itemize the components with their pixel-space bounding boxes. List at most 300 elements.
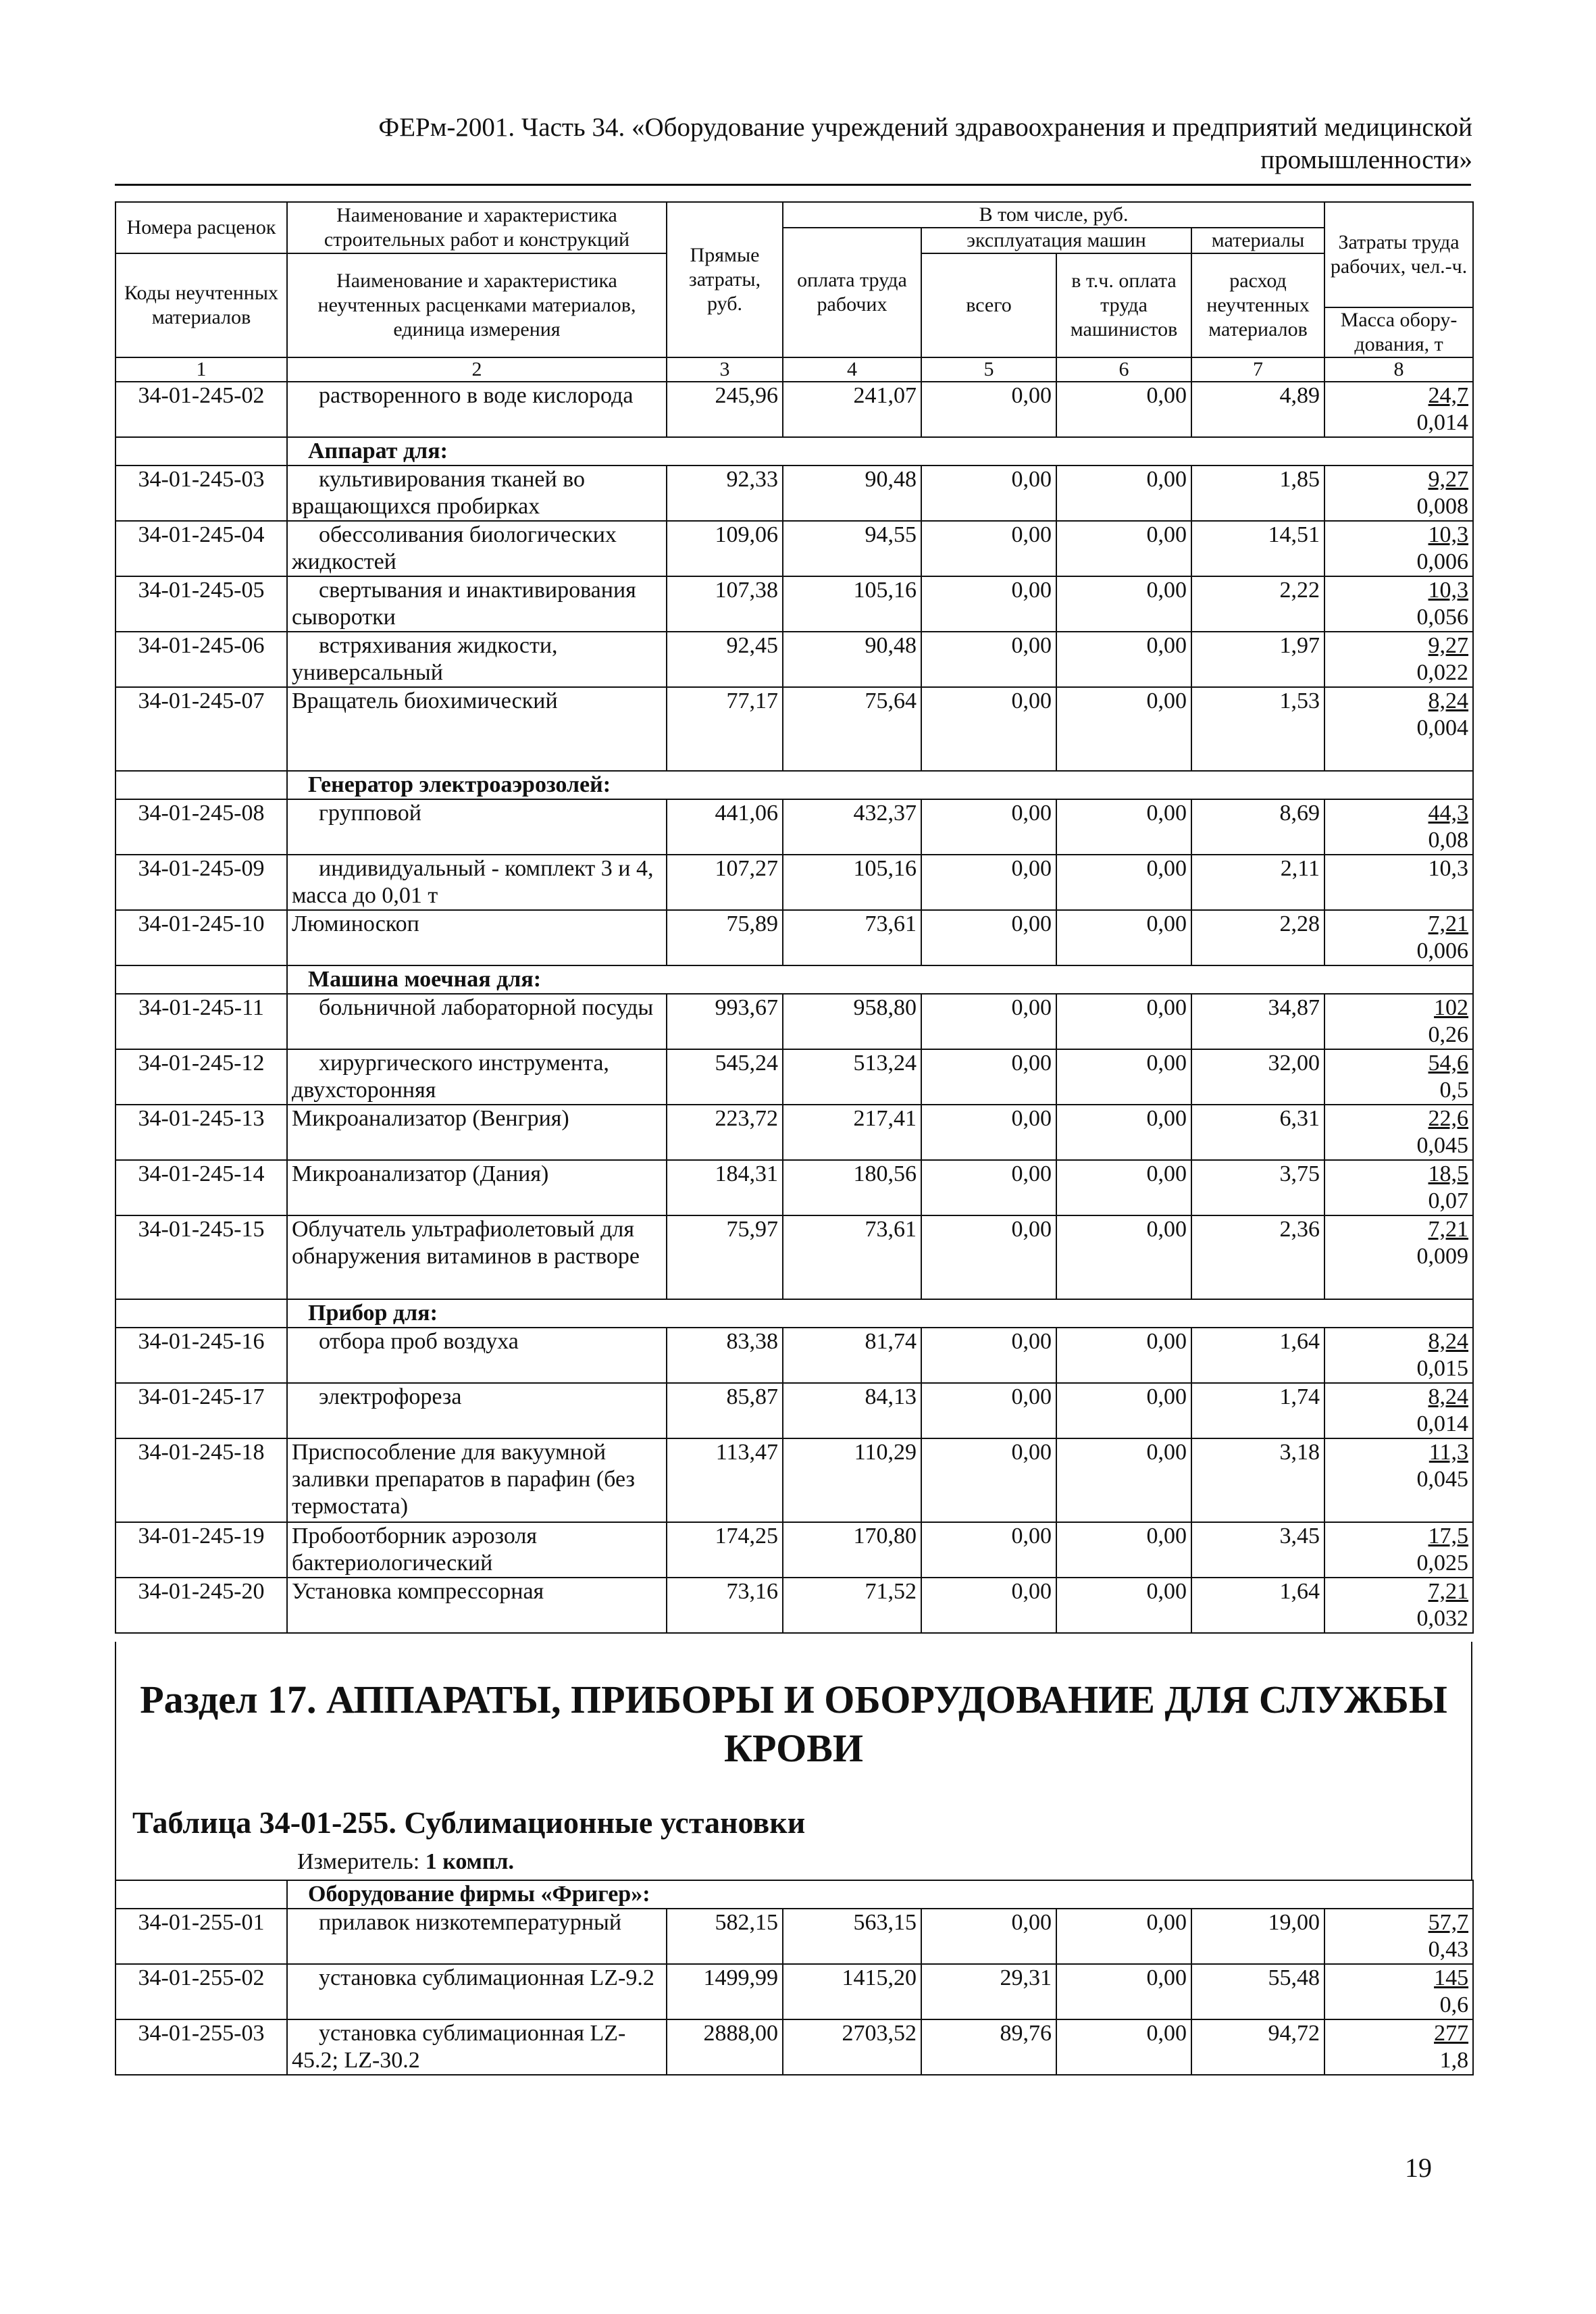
header-equipment-mass: Масса обору- дования, т: [1324, 307, 1473, 357]
machines-total: 0,00: [921, 632, 1056, 687]
rate-name-text: Вращатель биохимический: [292, 688, 558, 713]
header-rate-numbers: Номера расценок: [115, 202, 287, 253]
rate-name-text: Приспособление для вакуумной заливки препаратов в парафин (без термостата): [292, 1440, 635, 1519]
equipment-mass: 0,014: [1416, 410, 1469, 435]
labor-costs: 17,5: [1428, 1524, 1469, 1549]
materials-cost: 1,53: [1191, 687, 1324, 771]
rate-name: [287, 1438, 667, 1522]
rate-name: [287, 2019, 667, 2075]
rate-name: [287, 855, 667, 910]
machines-total: 89,76: [921, 2019, 1056, 2075]
equipment-mass: 0,006: [1416, 938, 1469, 963]
rate-name-text: индивидуальный - комплект 3 и 4, масса до 0,01 т: [292, 856, 654, 908]
rate-name: [287, 521, 667, 576]
equipment-mass: 0,6: [1439, 1992, 1469, 2017]
direct-costs: 2888,00: [667, 2019, 783, 2075]
labor-costs: 11,3: [1428, 1440, 1469, 1465]
header-including: В том числе, руб.: [783, 202, 1324, 228]
labor-and-mass: [1324, 1328, 1473, 1383]
materials-cost: 6,31: [1191, 1105, 1324, 1160]
labor-pay: 110,29: [783, 1438, 921, 1522]
machines-operators-pay: 0,00: [1056, 1105, 1191, 1160]
labor-costs: 24,7: [1428, 383, 1469, 408]
direct-costs: 1499,99: [667, 1964, 783, 2019]
labor-costs: 8,24: [1428, 1384, 1469, 1409]
labor-costs: 8,24: [1428, 688, 1469, 713]
header-machines-total: всего: [921, 253, 1056, 357]
rate-name: [287, 1383, 667, 1438]
materials-cost: 1,64: [1191, 1578, 1324, 1633]
rate-name: [287, 632, 667, 687]
labor-and-mass: [1324, 1438, 1473, 1522]
direct-costs: 107,27: [667, 855, 783, 910]
rate-code: 34-01-245-16: [115, 1328, 287, 1383]
rate-name: [287, 910, 667, 965]
column-number: 1: [115, 357, 287, 382]
equipment-mass: 0,43: [1428, 1937, 1469, 1962]
labor-and-mass: [1324, 1049, 1473, 1105]
materials-cost: 1,64: [1191, 1328, 1324, 1383]
rate-name-text: Микроанализатор (Дания): [292, 1161, 549, 1186]
table-row: [115, 1105, 1473, 1160]
machines-operators-pay: 0,00: [1056, 466, 1191, 521]
materials-cost: 19,00: [1191, 1909, 1324, 1964]
rate-code: 34-01-245-03: [115, 466, 287, 521]
table-row: [115, 1522, 1473, 1578]
group-title: Генератор электроаэрозолей:: [287, 771, 1473, 799]
materials-cost: 1,97: [1191, 632, 1324, 687]
table-row: [115, 910, 1473, 965]
labor-costs: 7,21: [1428, 1579, 1469, 1604]
rate-name: [287, 1909, 667, 1964]
table-row: [115, 1438, 1473, 1522]
labor-pay: 84,13: [783, 1383, 921, 1438]
machines-operators-pay: 0,00: [1056, 910, 1191, 965]
machines-total: 29,31: [921, 1964, 1056, 2019]
labor-and-mass: [1324, 1215, 1473, 1299]
machines-operators-pay: 0,00: [1056, 1160, 1191, 1215]
direct-costs: 77,17: [667, 687, 783, 771]
rate-name-text: отбора проб воздуха: [319, 1329, 519, 1354]
header-direct-costs: Прямые затраты, руб.: [667, 202, 783, 357]
materials-cost: 2,36: [1191, 1215, 1324, 1299]
labor-and-mass: [1324, 1964, 1473, 2019]
machines-operators-pay: 0,00: [1056, 994, 1191, 1049]
table-body: [115, 1880, 1473, 2075]
column-number: 8: [1324, 357, 1473, 382]
header-labor-pay: оплата труда рабочих: [783, 228, 921, 357]
machines-operators-pay: 0,00: [1056, 576, 1191, 632]
machines-operators-pay: 0,00: [1056, 1215, 1191, 1299]
materials-cost: 8,69: [1191, 799, 1324, 855]
rate-name: [287, 1578, 667, 1633]
rate-name: [287, 382, 667, 437]
labor-pay: 81,74: [783, 1328, 921, 1383]
group-spacer: [115, 1299, 287, 1328]
rate-name-text: групповой: [319, 801, 421, 826]
rate-code: 34-01-245-15: [115, 1215, 287, 1299]
machines-total: 0,00: [921, 1328, 1056, 1383]
direct-costs: 75,97: [667, 1215, 783, 1299]
rate-code: 34-01-245-04: [115, 521, 287, 576]
rate-name-text: растворенного в воде кислорода: [319, 383, 634, 408]
materials-cost: 2,11: [1191, 855, 1324, 910]
rate-name: [287, 687, 667, 771]
labor-and-mass: [1324, 521, 1473, 576]
machines-total: 0,00: [921, 1909, 1056, 1964]
machines-total: 0,00: [921, 1049, 1056, 1105]
materials-cost: 1,85: [1191, 466, 1324, 521]
machines-operators-pay: 0,00: [1056, 1328, 1191, 1383]
rate-name: [287, 1160, 667, 1215]
group-row: [115, 437, 1473, 466]
equipment-mass: 0,006: [1416, 549, 1469, 574]
table-row: [115, 521, 1473, 576]
labor-and-mass: [1324, 576, 1473, 632]
table-row: [115, 1383, 1473, 1438]
machines-operators-pay: 0,00: [1056, 521, 1191, 576]
machines-total: 0,00: [921, 1160, 1056, 1215]
rate-code: 34-01-245-06: [115, 632, 287, 687]
labor-pay: 105,16: [783, 576, 921, 632]
labor-and-mass: [1324, 1909, 1473, 1964]
equipment-mass: 0,26: [1428, 1022, 1469, 1047]
header-labor-costs: Затраты труда рабочих, чел.-ч.: [1324, 202, 1473, 307]
machines-operators-pay: 0,00: [1056, 1383, 1191, 1438]
table-row: [115, 1160, 1473, 1215]
table-row: [115, 1909, 1473, 1964]
equipment-mass: 0,014: [1416, 1411, 1469, 1436]
labor-pay: 180,56: [783, 1160, 921, 1215]
direct-costs: 92,33: [667, 466, 783, 521]
header-line-1: ФЕРм-2001. Часть 34. «Оборудование учреждений здравоохранения и предприятий медицинской: [378, 113, 1472, 142]
labor-and-mass: [1324, 632, 1473, 687]
labor-pay: 90,48: [783, 466, 921, 521]
materials-cost: 14,51: [1191, 521, 1324, 576]
materials-cost: 55,48: [1191, 1964, 1324, 2019]
direct-costs: 545,24: [667, 1049, 783, 1105]
machines-operators-pay: 0,00: [1056, 1578, 1191, 1633]
machines-operators-pay: 0,00: [1056, 1438, 1191, 1522]
group-title: Оборудование фирмы «Фригер»:: [287, 1880, 1473, 1909]
rate-name-text: Микроанализатор (Венгрия): [292, 1106, 569, 1131]
materials-cost: 2,22: [1191, 576, 1324, 632]
header-unaccounted-codes: Коды неучтенных материалов: [115, 253, 287, 357]
machines-total: 0,00: [921, 1383, 1056, 1438]
labor-pay: 1415,20: [783, 1964, 921, 2019]
materials-cost: 3,45: [1191, 1522, 1324, 1578]
table-row: [115, 466, 1473, 521]
materials-cost: 94,72: [1191, 2019, 1324, 2075]
rate-name-text: Облучатель ультрафиолетовый для обнаружения витаминов в растворе: [292, 1217, 640, 1269]
machines-operators-pay: 0,00: [1056, 1964, 1191, 2019]
column-number: 6: [1056, 357, 1191, 382]
direct-costs: 92,45: [667, 632, 783, 687]
labor-pay: 241,07: [783, 382, 921, 437]
labor-costs: 9,27: [1428, 633, 1469, 658]
header-unaccounted-name: Наименование и характеристика неучтенных расценками материалов, единица измерения: [287, 253, 667, 357]
labor-pay: 90,48: [783, 632, 921, 687]
equipment-mass: 0,045: [1416, 1133, 1469, 1158]
machines-total: 0,00: [921, 1215, 1056, 1299]
rate-code: 34-01-245-20: [115, 1578, 287, 1633]
rate-name-text: Пробоотборник аэрозоля бактериологический: [292, 1524, 538, 1576]
labor-and-mass: [1324, 1383, 1473, 1438]
header-column-numbers: [115, 357, 1473, 382]
rate-name-text: электрофореза: [319, 1384, 462, 1409]
group-spacer: [115, 771, 287, 799]
rate-name-text: Установка компрессорная: [292, 1579, 544, 1604]
machines-total: 0,00: [921, 466, 1056, 521]
rate-code: 34-01-245-05: [115, 576, 287, 632]
labor-pay: 73,61: [783, 1215, 921, 1299]
machines-total: 0,00: [921, 1105, 1056, 1160]
rate-code: 34-01-245-19: [115, 1522, 287, 1578]
labor-costs: 102: [1434, 995, 1469, 1020]
rate-name: [287, 994, 667, 1049]
machines-total: 0,00: [921, 687, 1056, 771]
labor-pay: 563,15: [783, 1909, 921, 1964]
rate-code: 34-01-245-13: [115, 1105, 287, 1160]
header-materials-consumption: расход неучтенных материалов: [1191, 253, 1324, 357]
labor-costs: 8,24: [1428, 1329, 1469, 1354]
machines-operators-pay: 0,00: [1056, 1049, 1191, 1105]
direct-costs: 245,96: [667, 382, 783, 437]
machines-operators-pay: 0,00: [1056, 1909, 1191, 1964]
table-row: [115, 1215, 1473, 1299]
rate-name-text: встряхивания жидкости, универсальный: [292, 633, 558, 685]
labor-and-mass: [1324, 466, 1473, 521]
machines-operators-pay: 0,00: [1056, 799, 1191, 855]
table-row: [115, 1328, 1473, 1383]
direct-costs: 184,31: [667, 1160, 783, 1215]
direct-costs: 174,25: [667, 1522, 783, 1578]
group-spacer: [115, 965, 287, 994]
rate-name: [287, 1215, 667, 1299]
rate-code: 34-01-245-12: [115, 1049, 287, 1105]
equipment-mass: 0,025: [1416, 1551, 1469, 1576]
table-body: [115, 382, 1473, 1633]
rate-code: 34-01-245-10: [115, 910, 287, 965]
labor-costs: 54,6: [1428, 1051, 1469, 1076]
group-title: Аппарат для:: [287, 437, 1473, 466]
machines-total: 0,00: [921, 1522, 1056, 1578]
machines-operators-pay: 0,00: [1056, 382, 1191, 437]
rate-name: [287, 576, 667, 632]
table-row: [115, 576, 1473, 632]
labor-pay: 513,24: [783, 1049, 921, 1105]
table-row: [115, 382, 1473, 437]
header-line-2: промышленности»: [1260, 145, 1472, 174]
group-title: Прибор для:: [287, 1299, 1473, 1328]
equipment-mass: 1,8: [1439, 2048, 1469, 2073]
equipment-mass: 0,08: [1428, 828, 1469, 853]
labor-pay: 217,41: [783, 1105, 921, 1160]
table-title: Таблица 34-01-255. Сублимационные установки: [132, 1805, 806, 1840]
equipment-mass: 0,045: [1416, 1467, 1469, 1492]
labor-costs: 145: [1434, 1965, 1469, 1990]
direct-costs: 73,16: [667, 1578, 783, 1633]
equipment-mass: 0,022: [1416, 660, 1469, 685]
rate-code: 34-01-245-08: [115, 799, 287, 855]
machines-total: 0,00: [921, 799, 1056, 855]
rate-name-text: прилавок низкотемпературный: [319, 1910, 622, 1935]
equipment-mass: 0,5: [1439, 1078, 1469, 1103]
table-row: [115, 994, 1473, 1049]
rate-name: [287, 1105, 667, 1160]
labor-costs: 22,6: [1428, 1106, 1469, 1131]
direct-costs: 113,47: [667, 1438, 783, 1522]
labor-and-mass: [1324, 1522, 1473, 1578]
rate-name: [287, 466, 667, 521]
machines-total: 0,00: [921, 521, 1056, 576]
equipment-mass: 0,004: [1416, 715, 1469, 740]
labor-costs: 7,21: [1428, 911, 1469, 936]
column-number: 4: [783, 357, 921, 382]
equipment-mass: 0,015: [1416, 1356, 1469, 1381]
materials-cost: 32,00: [1191, 1049, 1324, 1105]
direct-costs: 83,38: [667, 1328, 783, 1383]
labor-costs: 9,27: [1428, 467, 1469, 492]
rate-name-text: установка сублимационная LZ-45.2; LZ-30.2: [292, 2021, 626, 2073]
header-rule: [115, 184, 1471, 186]
direct-costs: 109,06: [667, 521, 783, 576]
labor-pay: 958,80: [783, 994, 921, 1049]
group-row: [115, 1880, 1473, 1909]
rate-name: [287, 1522, 667, 1578]
header-machines: эксплуатация машин: [921, 228, 1191, 253]
materials-cost: 3,18: [1191, 1438, 1324, 1522]
rate-code: 34-01-245-17: [115, 1383, 287, 1438]
equipment-mass: 0,032: [1416, 1606, 1469, 1631]
rate-name-text: свертывания и инактивирования сыворотки: [292, 578, 636, 630]
rate-name: [287, 1328, 667, 1383]
rate-name: [287, 1049, 667, 1105]
direct-costs: 582,15: [667, 1909, 783, 1964]
rate-code: 34-01-255-03: [115, 2019, 287, 2075]
group-row: [115, 1299, 1473, 1328]
labor-and-mass: [1324, 994, 1473, 1049]
table-header: [115, 202, 1473, 382]
table-row: [115, 1578, 1473, 1633]
rates-table-255: [115, 1880, 1474, 2076]
table-row: [115, 1049, 1473, 1105]
table-row: [115, 632, 1473, 687]
materials-cost: 3,75: [1191, 1160, 1324, 1215]
column-number: 2: [287, 357, 667, 382]
machines-total: 0,00: [921, 855, 1056, 910]
header-machines-operators: в т.ч. оплата труда машинистов: [1056, 253, 1191, 357]
direct-costs: 75,89: [667, 910, 783, 965]
group-row: [115, 965, 1473, 994]
labor-pay: 73,61: [783, 910, 921, 965]
rate-name-text: хирургического инструмента, двухсторонняя: [292, 1051, 609, 1103]
labor-and-mass: [1324, 910, 1473, 965]
rate-name-text: больничной лабораторной посуды: [319, 995, 654, 1020]
section-title: Раздел 17. АППАРАТЫ, ПРИБОРЫ И ОБОРУДОВАНИЕ ДЛЯ СЛУЖБЫ КРОВИ: [140, 1678, 1447, 1770]
labor-pay: 94,55: [783, 521, 921, 576]
labor-and-mass: [1324, 1160, 1473, 1215]
labor-costs: 57,7: [1428, 1910, 1469, 1935]
machines-total: 0,00: [921, 382, 1056, 437]
labor-costs: 44,3: [1428, 801, 1469, 826]
machines-operators-pay: 0,00: [1056, 2019, 1191, 2075]
rate-code: 34-01-245-07: [115, 687, 287, 771]
labor-and-mass: [1324, 1578, 1473, 1633]
header-materials: материалы: [1191, 228, 1324, 253]
rate-code: 34-01-255-01: [115, 1909, 287, 1964]
header-work-name: Наименование и характеристика строительных работ и конструкций: [287, 202, 667, 253]
labor-and-mass: [1324, 799, 1473, 855]
labor-pay: 105,16: [783, 855, 921, 910]
direct-costs: 993,67: [667, 994, 783, 1049]
labor-and-mass: [1324, 855, 1473, 910]
machines-total: 0,00: [921, 1438, 1056, 1522]
equipment-mass: 0,07: [1428, 1188, 1469, 1213]
column-number: 7: [1191, 357, 1324, 382]
labor-pay: 75,64: [783, 687, 921, 771]
labor-pay: 71,52: [783, 1578, 921, 1633]
rates-table-245: [115, 201, 1474, 1634]
rate-name-text: культивирования тканей во вращающихся пробирках: [292, 467, 586, 519]
column-number: 3: [667, 357, 783, 382]
direct-costs: 85,87: [667, 1383, 783, 1438]
machines-operators-pay: 0,00: [1056, 632, 1191, 687]
group-row: [115, 771, 1473, 799]
labor-and-mass: [1324, 1105, 1473, 1160]
direct-costs: 441,06: [667, 799, 783, 855]
measure-unit: [297, 1848, 514, 1876]
machines-operators-pay: 0,00: [1056, 1522, 1191, 1578]
group-spacer: [115, 1880, 287, 1909]
labor-and-mass: [1324, 382, 1473, 437]
direct-costs: 107,38: [667, 576, 783, 632]
labor-and-mass: [1324, 687, 1473, 771]
materials-cost: 34,87: [1191, 994, 1324, 1049]
machines-total: 0,00: [921, 994, 1056, 1049]
labor-costs: 10,3: [1428, 578, 1469, 603]
rate-code: 34-01-245-02: [115, 382, 287, 437]
rate-name-text: Люминоскоп: [292, 911, 419, 936]
running-header: [115, 111, 1472, 176]
labor-costs: 10,3: [1428, 856, 1469, 881]
rate-code: 34-01-255-02: [115, 1964, 287, 2019]
machines-total: 0,00: [921, 910, 1056, 965]
equipment-mass: 0,008: [1416, 494, 1469, 519]
rate-code: 34-01-245-14: [115, 1160, 287, 1215]
group-spacer: [115, 437, 287, 466]
rate-name-text: обессоливания биологических жидкостей: [292, 522, 617, 574]
table-row: [115, 855, 1473, 910]
column-number: 5: [921, 357, 1056, 382]
direct-costs: 223,72: [667, 1105, 783, 1160]
materials-cost: 2,28: [1191, 910, 1324, 965]
labor-costs: 277: [1434, 2021, 1469, 2046]
materials-cost: 4,89: [1191, 382, 1324, 437]
rate-name: [287, 799, 667, 855]
page-number: 19: [1405, 2153, 1432, 2183]
labor-pay: 432,37: [783, 799, 921, 855]
labor-costs: 10,3: [1428, 522, 1469, 547]
machines-total: 0,00: [921, 1578, 1056, 1633]
table-row: [115, 1964, 1473, 2019]
labor-and-mass: [1324, 2019, 1473, 2075]
labor-pay: 2703,52: [783, 2019, 921, 2075]
rate-code: 34-01-245-18: [115, 1438, 287, 1522]
measure-label: Измеритель:: [297, 1849, 420, 1874]
labor-pay: 170,80: [783, 1522, 921, 1578]
labor-costs: 18,5: [1428, 1161, 1469, 1186]
